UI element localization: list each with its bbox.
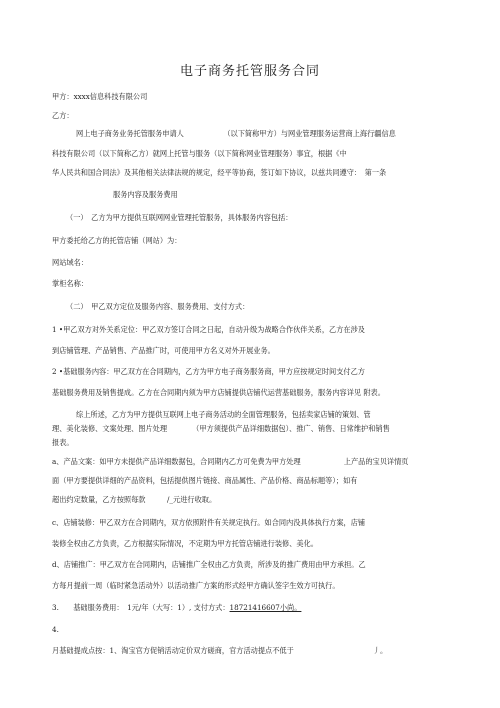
preamble-line-3: 华人民共和国合同法》及其他相关法律法规的规定，经平等协商，签订如下协议，以兹共同遵守： 第一条 bbox=[52, 168, 387, 177]
summary-line-3: 报表。 bbox=[52, 438, 74, 447]
section-1-heading: （一） 乙方为甲方提供互联网网业管理托管服务，具体服务内容包括： bbox=[66, 213, 293, 222]
clause-3-text: 3. 基础服务费用： 1元/年（大写：1）, 支付方式： bbox=[52, 603, 230, 612]
item-a-line-1: a、产品文案：如甲方未提供产品详细数据包，合同期内乙方可免费为甲方处理 上产品的宝贝详情页 bbox=[52, 457, 409, 466]
item-c-line-2: 装修全权由乙方负责，乙方根据实际情况，不定期为甲方托管店铺进行装修、美化。 bbox=[52, 539, 318, 548]
item-d-line-1: d、店铺推广：甲乙双方在合同期内，店铺推广全权由乙方负责，所涉及的推广费用由甲方承担。乙 bbox=[52, 560, 366, 569]
store-line: 甲方委托给乙方的托管店铺（网站）为： bbox=[52, 236, 182, 245]
shopkeeper-line: 掌柜名称： bbox=[52, 279, 88, 288]
party-a-line: 甲方：xxxx信息科技有限公司 bbox=[52, 92, 148, 101]
clause-2-line-1: 2 •基础服务内容：甲乙双方在合同期内，乙方为甲方电子商务服务商，甲方应按规定时间支付乙方 bbox=[52, 367, 365, 376]
contract-title: 电子商务托管服务合同 bbox=[179, 64, 320, 79]
domain-line: 网站域名： bbox=[52, 258, 88, 267]
clause-4-line: 月基础提成点按：1、淘宝官方促销活动定价双方磋商，官方活动提点不低于 丿。 bbox=[52, 646, 388, 655]
preamble-line-2: 科技有限公司（以下简称乙方）就网上托管与服务（以下简称网业管理服务）事宜，根据《中 bbox=[52, 149, 347, 158]
clause-2-line-2: 基础服务费用及销售提成。乙方在合同期内须为甲方店铺提供店铺代运营基础服务，服务内容详见 附表。 bbox=[52, 388, 385, 397]
party-b-line: 乙方： bbox=[52, 111, 74, 120]
clause-3-line bbox=[52, 603, 301, 613]
summary-line-2: 理、美化装修、文案处理、图片处理 （甲方须提供产品详细数据包）、推广、销售、日常维护和销售 bbox=[52, 424, 390, 433]
clause-1-line-2: 到店铺管理、产品销售、产品推广时，可使用甲方名义对外开展业务。 bbox=[52, 346, 275, 355]
payment-detail: 18721416607小尚。 bbox=[229, 603, 302, 612]
clause-1-line-1: 1 •甲乙双方对外关系定位：甲乙双方签订合同之日起，自动升级为战略合作伙伴关系，乙方在涉及 bbox=[52, 325, 365, 334]
item-d-line-2: 方每月提前一周（临时紧急活动外）以活动推广方案的形式经甲方确认签字生效方可执行。 bbox=[52, 581, 340, 590]
item-c-line-1: c、店铺装修：甲乙双方在合同期内，双方依照附件有关规定执行。如合同内没具体执行方案，店铺 bbox=[52, 518, 366, 527]
section-2-heading: （二） 甲乙双方定位及服务内容、服务费用、支付方式： bbox=[66, 302, 250, 311]
preamble-line-1: 网上电子商务业务托管服务申请人 （以下简称甲方）与网业管理服务运营商上海行疆信息 bbox=[76, 129, 396, 138]
summary-line-1: 综上所述，乙方为甲方提供互联网上电子商务活动的全面管理服务，包括卖家店铺的策划、管 bbox=[76, 410, 371, 419]
clause-4-number: 4. bbox=[52, 625, 59, 634]
article-1-heading: 服务内容及服务费用 bbox=[113, 190, 178, 199]
item-a-line-3: 超出约定数量，乙方按照每款 /_元进行收取。 bbox=[52, 495, 217, 504]
item-a-line-2: 面（甲方要提供详细的产品资料，包括提供图片链接、商品属性、产品价格、商品标题等）；如有 bbox=[52, 476, 358, 485]
